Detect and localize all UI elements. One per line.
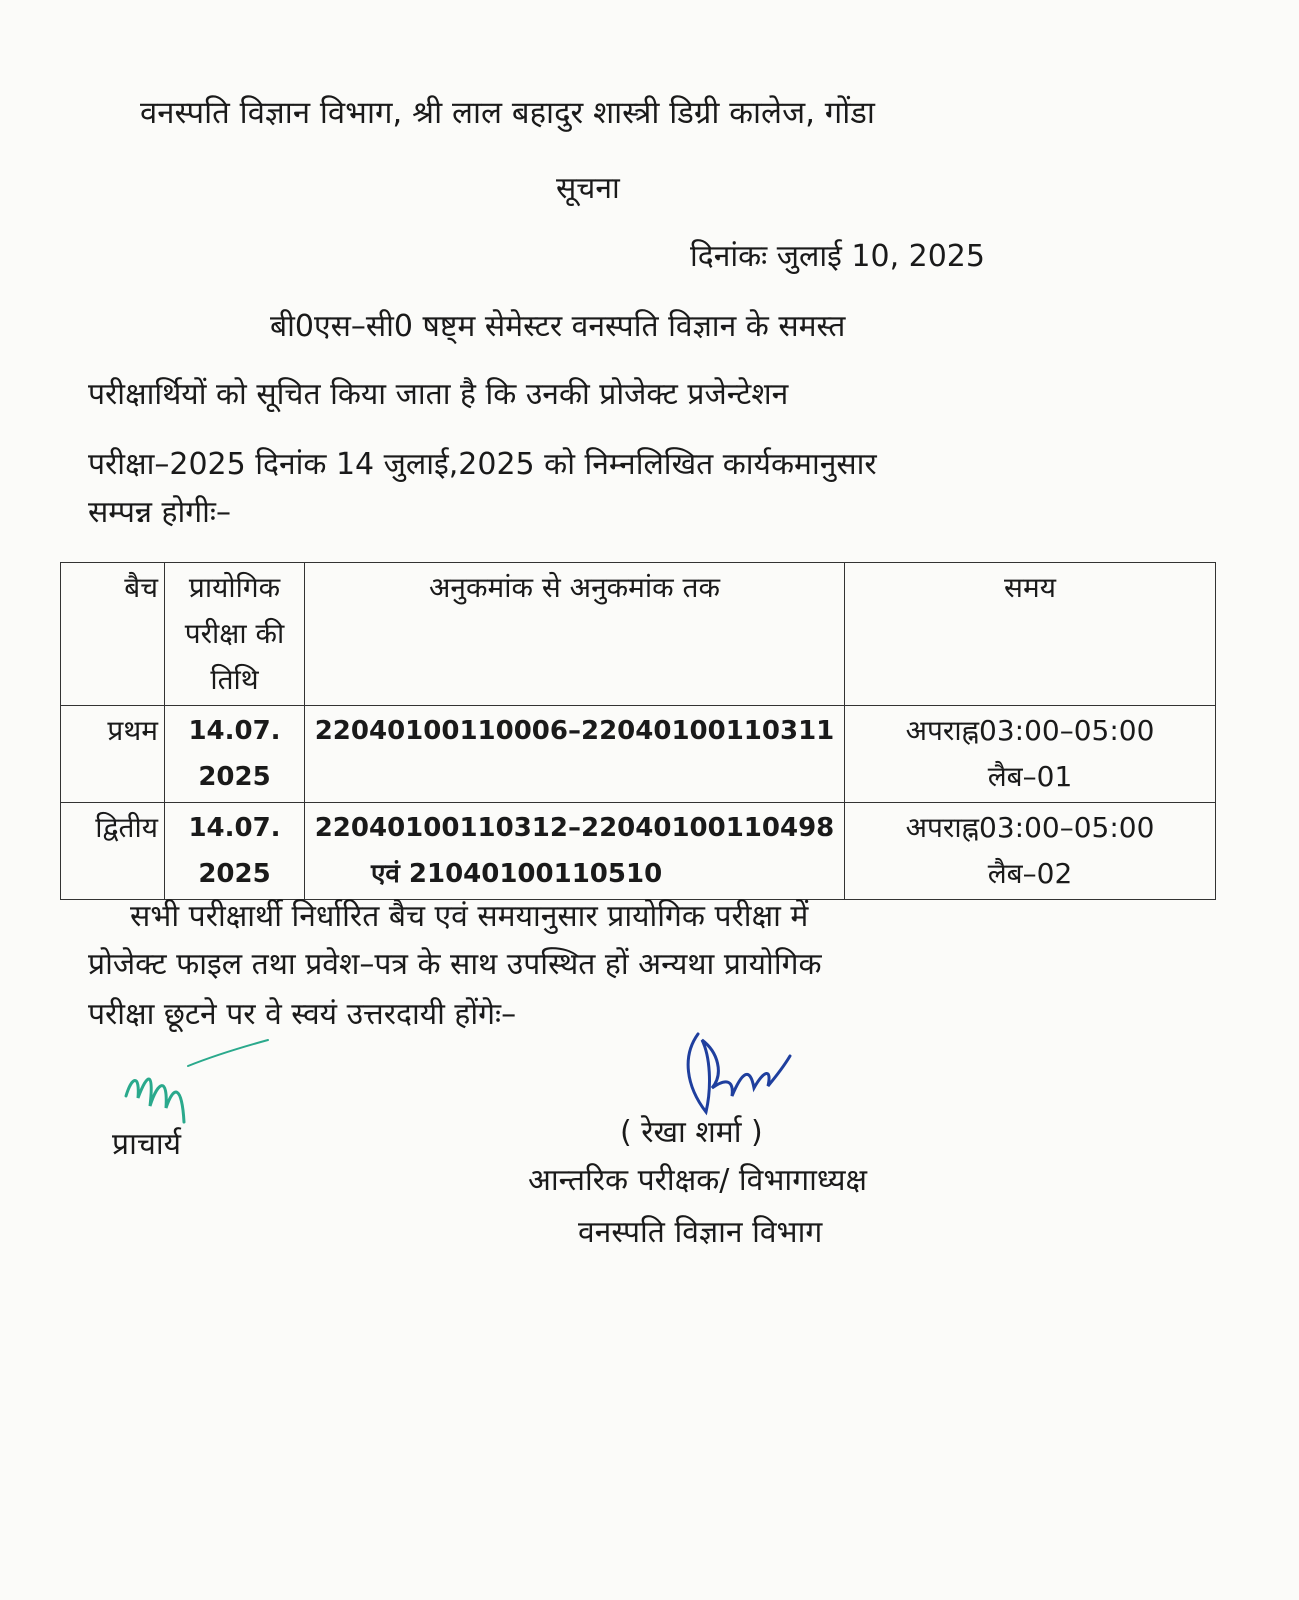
footer-line-2: प्रोजेक्ट फाइल तथा प्रवेश–पत्र के साथ उपस्थित हों अन्यथा प्रायोगिक — [88, 947, 822, 982]
time-line-1: अपराह्न03:00–05:00 — [905, 811, 1155, 844]
roll-line-1: 22040100110312–22040100110498 — [314, 813, 835, 843]
time-cell — [845, 803, 1216, 900]
batch-cell: द्वितीय — [61, 803, 165, 900]
principal-signature — [118, 1036, 278, 1136]
hod-department: वनस्पति विज्ञान विभाग — [578, 1215, 823, 1250]
date-line-2: 2025 — [198, 859, 271, 889]
schedule-table — [60, 562, 1216, 900]
time-line-2: लैब–02 — [987, 857, 1073, 890]
body-line-1: बी0एस–सी0 षष्ट्म सेमेस्टर वनस्पति विज्ञान के समस्त — [270, 309, 846, 344]
header-roll-range: अनुकमांक से अनुकमांक तक — [305, 563, 845, 706]
notice-date: दिनांकः जुलाई 10, 2025 — [690, 239, 985, 274]
date-cell — [165, 803, 305, 900]
header-date: प्रायोगिक परीक्षा की तिथि — [165, 563, 305, 706]
roll-range-cell — [305, 803, 845, 900]
roll-range-cell — [305, 706, 845, 803]
date-cell — [165, 706, 305, 803]
table-row — [61, 803, 1216, 900]
footer-line-1: सभी परीक्षार्थी निर्धारित बैच एवं समयानुसार प्रायोगिक परीक्षा में — [130, 899, 809, 934]
time-line-1: अपराह्न03:00–05:00 — [905, 714, 1155, 747]
time-cell — [845, 706, 1216, 803]
principal-label: प्राचार्य — [112, 1127, 182, 1162]
time-line-2: लैब–01 — [987, 760, 1073, 793]
notice-subject: सूचना — [556, 171, 620, 206]
hod-role: आन्तरिक परीक्षक/ विभागाध्यक्ष — [528, 1163, 868, 1198]
roll-line-2: एवं 21040100110510 — [371, 859, 663, 889]
body-line-3: परीक्षा–2025 दिनांक 14 जुलाई,2025 को निम्नलिखित कार्यकमानुसार — [88, 447, 877, 482]
date-line-1: 14.07. — [188, 813, 281, 843]
hod-signature — [672, 1026, 802, 1122]
department-title: वनस्पति विज्ञान विभाग, श्री लाल बहादुर शास्त्री डिग्री कालेज, गोंडा — [140, 95, 875, 131]
footer-line-3: परीक्षा छूटने पर वे स्वयं उत्तरदायी होंगेः– — [88, 997, 517, 1032]
date-line-2: 2025 — [198, 762, 271, 792]
header-time: समय — [845, 563, 1216, 706]
table-row — [61, 706, 1216, 803]
body-line-2: परीक्षार्थियों को सूचित किया जाता है कि उनकी प्रोजेक्ट प्रजेन्टेशन — [88, 377, 789, 412]
header-batch: बैच — [61, 563, 165, 706]
hod-name: ( रेखा शर्मा ) — [620, 1115, 763, 1150]
roll-line-1: 22040100110006–22040100110311 — [314, 716, 835, 746]
batch-cell: प्रथम — [61, 706, 165, 803]
table-header-row — [61, 563, 1216, 706]
date-line-1: 14.07. — [188, 716, 281, 746]
body-line-4: सम्पन्न होगीः– — [88, 495, 231, 530]
